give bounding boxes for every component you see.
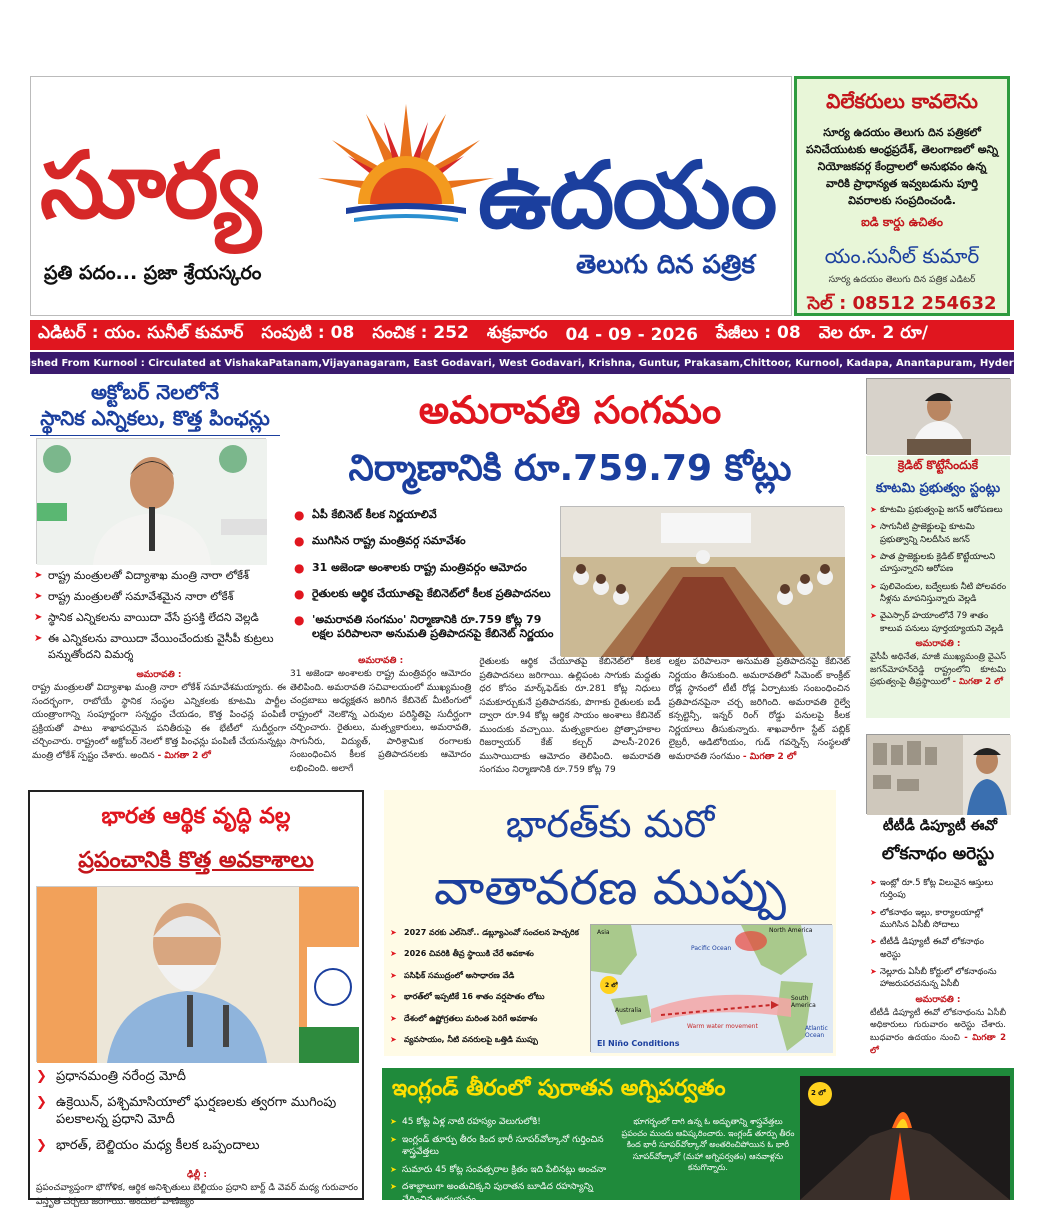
map-label-warm-water: Warm water movement — [687, 1023, 758, 1030]
lead-headline-2: నిర్మాణానికి రూ.759.79 కోట్లు — [348, 448, 792, 489]
dateline: అమరావతి : — [915, 638, 961, 649]
dateline: అమరావతి : — [136, 670, 182, 680]
bullet-arrow-icon: ➤ — [870, 907, 877, 917]
bullet-arrow-icon: ➤ — [870, 505, 877, 514]
continued-link[interactable]: - మిగతా 2 లో — [870, 1033, 1006, 1056]
lokanatham-story: ➤ ఇంట్లో రూ.5 కోట్ల విలువైన ఆస్తులు గుర్తింపు ➤ లోకనాథం ఇల్లు, కార్యాలయాల్లో ముగిసిన ఏసీబీ సోదాలు ➤ టీటీడీ డిప్యూటీ ఈవో లోకనాథం అరెస్టు ➤ నెల్లూరు ఏసీబీ కోర్టులో లోకనాథంను హాజరుపరచనున్న ఏసీబీ అమరావతి : టీటీడీ డిప్యూటీ ఈవో లోకనాథంను ఏసీబీ అధికారులు గురువారం అరెస్టు చేశారు. బుధవారం ఉదయం నుంచి - మిగతా 2 లో — [866, 872, 1010, 1058]
ad-title: విలేకరులు కావలెను — [826, 89, 978, 113]
bullet-arrow-icon: ➤ — [390, 1013, 397, 1023]
list-item: ● ఏపీ కేబినెట్ కీలక నిర్ణయాలివే — [294, 508, 437, 522]
list-item: ● 'అమరావతి సంగమం' నిర్మాణానికి రూ.759 కోట్ల 79 లక్షల పరిపాలనా అనుమతి ప్రతిపాదనపై కేబినెట్ నిర్ణయం — [294, 613, 554, 641]
volcano-body: భూగర్భంలో దాగి ఉన్న ఓ అద్భుతాన్ని శాస్త్రవేత్తలు ప్రపంచం ముందు ఆవిష్కరించారు. ఇంగ్లండ్ తూర్పు తీరం కింద భారీ సూపర్‌వోల్కానో అంతరించిపోయిన ఓ భారీ సూపర్‌వోల్కానో (మహా అగ్నిపర్వతం) ఆనవాళ్లను కనుగొన్నారు. — [621, 1117, 795, 1173]
list-item: ➤ వ్యవసాయం, నీటి వనరులపై ఒత్తిడి ముప్పు — [390, 1034, 538, 1044]
list-item: ➤ 2026 చివరికి తీవ్ర స్థాయికి చేరే అవకాశం — [390, 949, 534, 959]
list-item: ➤ 45 కోట్ల ఏళ్ల నాటి రహస్యం వెలుగులోకి! — [390, 1117, 541, 1127]
left-story-headline-2: స్థానిక ఎన్నికలు, కొత్త పింఛన్లు — [30, 406, 280, 436]
logo-right-text: ఉదయం — [478, 142, 776, 249]
bullet-arrow-icon: ➤ — [390, 1164, 397, 1174]
continued-link[interactable]: - మిగతా 2 లో — [952, 677, 1003, 688]
bullet-arrow-icon: ➤ — [870, 581, 877, 591]
ad-editor-name: యం.సునీల్ కుమార్ — [824, 244, 980, 269]
list-item: ❯ భారత్, బెల్జియం మధ్య కీలక ఒప్పందాలు — [36, 1137, 260, 1153]
ad-body: సూర్య ఉదయం తెలుగు దిన పత్రికలో పనిచేయుటకు ఆంధ్రప్రదేశ్, తెలంగాణలో అన్ని నియోజకవర్గ కేంద్రాలలో అనుభవం ఉన్న వారికి ప్రాధాన్యత ఇవ్వబడును పూర్తి వివరాలకు సంప్రదించండి. — [805, 126, 999, 208]
volcano-photo — [800, 1076, 1010, 1200]
circulation-bar: Published From Kurnool : Circulated at VishakaPatanam,Vijayanagaram, East Godavari, West Godavari, Krishna, Guntur, Prakasam,Chittoor, Kurnool, Kadapa, Anantapuram, Hyderabad — [30, 352, 1014, 374]
sunrise-logo-icon — [318, 104, 494, 234]
lokanatham-headline-2: లోకనాథం అరెస్టు — [881, 844, 995, 864]
list-item: ➤ రాష్ట్ర మంత్రులతో సమావేశమైన నారా లోకేశ్ — [34, 589, 234, 603]
map-label-pacific: Pacific Ocean — [691, 945, 732, 952]
volume-info: సంపుటి : 08 — [261, 323, 355, 343]
bullet-dot-icon: ● — [294, 613, 305, 628]
dateline: ఢిల్లీ : — [187, 1170, 207, 1180]
map-label-atlantic: Atlantic Ocean — [805, 1025, 828, 1039]
bullet-arrow-icon: ❯ — [36, 1137, 47, 1153]
bullet-dot-icon: ● — [294, 586, 305, 601]
list-item: ❯ ఉక్రెయిన్, పశ్చిమాసియాలో ఘర్షణలకు త్వరగా ముగింపు పలకాలన్న ప్రధాని మోదీ — [36, 1094, 337, 1128]
bullet-arrow-icon: ➤ — [390, 1134, 397, 1144]
jagan-headline-1: క్రెడిట్ కొట్టేసేందుకే — [897, 458, 979, 472]
list-item: ➤ ఈ ఎన్నికలను వాయిదా వేయించేందుకు వైసీపీ కుట్రలు పన్నుతోందని విమర్శ — [34, 631, 274, 661]
bullet-arrow-icon: ➤ — [390, 1034, 397, 1044]
date-info: 04 - 09 - 2026 — [565, 325, 698, 345]
list-item: ➤ పసిఫిక్ సముద్రంలో అసాధారణ వేడి — [390, 970, 515, 980]
jagan-headline-2: కూటమి ప్రభుత్వం స్టంట్లు — [875, 481, 1001, 496]
list-item: ➤ లోకనాథం ఇల్లు, కార్యాలయాల్లో ముగిసిన ఏసీబీ సోదాలు — [870, 907, 983, 930]
bullet-dot-icon: ● — [294, 560, 305, 575]
newspaper-subtitle: తెలుగు దిన పత్రిక — [576, 250, 755, 280]
bullet-arrow-icon: ➤ — [390, 928, 397, 937]
list-item: ● 31 అజెండా అంశాలకు రాష్ట్ర మంత్రివర్గం ఆమోదం — [294, 560, 527, 575]
bullet-arrow-icon: ➤ — [390, 1182, 397, 1192]
continued-link[interactable]: - మిగతా 2 లో — [742, 751, 797, 762]
bullet-arrow-icon: ➤ — [870, 966, 877, 976]
modi-headline-2: ప్రపంచానికి కొత్త అవకాశాలు — [78, 848, 314, 873]
bullet-arrow-icon: ❯ — [36, 1094, 47, 1110]
list-item: ➤ నెల్లూరు ఏసీబీ కోర్టులో లోకనాథంను హాజరుపరచనున్న ఏసీబీ — [870, 966, 997, 990]
list-item: ➤ 2027 వరకు ఎల్‌నినో.. డబ్ల్యూఎంవో సంచలన హెచ్చరిక — [390, 928, 579, 937]
bullet-arrow-icon: ➤ — [870, 522, 877, 532]
bullet-arrow-icon: ➤ — [870, 551, 877, 561]
bullet-arrow-icon: ➤ — [390, 1117, 397, 1126]
list-item: ❯ ప్రధానమంత్రి నరేంద్ర మోదీ — [36, 1069, 186, 1084]
jagan-story: క్రెడిట్ కొట్టేసేందుకే కూటమి ప్రభుత్వం స్టంట్లు ➤ కూటమి ప్రభుత్వంపై జగన్ ఆరోపణలు ➤ సాగునీటి ప్రాజెక్టులపై కూటమి ప్రభుత్వాన్ని నిలదీసిన జగన్ ➤ పాత ప్రాజెక్టులకు క్రెడిట్ కొట్టేయాలని చూస్తున్నారని ఆరోపణ ➤ పులివెందుల, బద్వేలుకు నీటి పోలవరం నీళ్లను మాపనిస్తున్నారు వెల్లడి ➤ వైఎస్సార్ హయాంలోనే 79 శాతం కాలువ పనులు పూర్తయ్యాయని వెల్లడి అమరావతి : వైసీపీ అధినేత, మాజీ ముఖ్యమంత్రి వైఎస్ జగన్‌మోహన్‌రెడ్డి రాష్ట్రంలోని కూటమి ప్రభుత్వంపై తీవ్రస్థాయిలో - మిగతా 2 లో — [866, 456, 1010, 718]
ad-phone: సెల్ : 08512 254632 — [807, 293, 997, 315]
list-item: ➤ పులివెందుల, బద్వేలుకు నీటి పోలవరం నీళ్లను మాపనిస్తున్నారు వెల్లడి — [870, 581, 1007, 604]
bullet-arrow-icon: ➤ — [34, 611, 43, 623]
volcano-page-badge: 2 లో — [811, 1089, 826, 1097]
bullet-arrow-icon: ➤ — [870, 878, 877, 887]
map-label-australia: Australia — [615, 1007, 642, 1014]
modi-headline-1: భారత ఆర్థిక వృద్ధి వల్ల — [101, 804, 291, 829]
list-item: ➤ భారత్‌లో ఇప్పటికే 16 శాతం వర్షపాతం లోటు — [390, 992, 545, 1002]
list-item: ➤ సుమారు 45 కోట్ల సంవత్సరాల క్రితం ఇది పేలినట్లు అంచనా — [390, 1164, 607, 1175]
climate-headline-1: భారత్‌కు మరో — [505, 802, 715, 846]
list-item: ➤ ఇంట్లో రూ.5 కోట్ల విలువైన ఆస్తులు గుర్తింపు — [870, 878, 994, 901]
lead-story-bullets — [294, 508, 556, 654]
dateline: అమరావతి : — [358, 656, 404, 666]
editor-info: ఎడిటర్ : యం. సునీల్ కుమార్ — [38, 323, 244, 343]
modi-photo — [36, 886, 358, 1062]
day-info: శుక్రవారం — [486, 323, 548, 343]
dateline: అమరావతి : — [915, 994, 961, 1005]
bullet-arrow-icon: ➤ — [390, 970, 397, 980]
bullet-arrow-icon: ➤ — [390, 992, 397, 1002]
lead-story-body: అమరావతి : 31 అజెండా అంశాలకు రాష్ట్ర మంత్రివర్గం ఆమోదం తెలిపింది. అమరావతి సచివాలయంలో ముఖ్యమంత్రి చంద్రబాబు అధ్యక్షతన జరిగిన కేబినెట్ మీటింగులో రాష్ట్రంలో నెలకొన్న ఎరువుల పరిస్థితిపై సుదీర్ఘంగా చర్చించారు. రైతులు, మత్స్యకారులు, అమరావతి, సాగునీరు, విద్యుత్, పారిశ్రామిక రంగాలకు సంబంధించిన కీలక ప్రతిపాదనలకు ఆమోదం లభించింది. అలాగే రైతులకు ఆర్థిక చేయూతపై కేబినెట్‌లో కీలక ప్రతిపాదనలు జరిగాయి. ఉల్లిపంట సాగుకు మద్దతు ధర కోసం మార్క్‌ఫెడ్‌కు రూ.281 కోట్ల నిధులు సమకూర్చుకునే ప్రతిపాదనకు, పొగాకు రైతులకు ఐడీ ద్వారా రూ.94 కోట్ల ఆర్థిక సాయం అంశాలు కేబినెట్ ముందుకు వచ్చాయి. మత్స్యకారుల ప్రోత్సాహకాల రిజర్వాయర్ కేజ్ కల్చర్ పాలసీ-2026 ముసాయిదాకు ఆమోదం తెలిపింది. అమరావతి సంగమం నిర్మాణానికి రూ.759 కోట్ల 79 లక్షల పరిపాలనా అనుమతి ప్రతిపాదనపై కేబినెట్ నిర్ణయం తీసుకుంది. అమరావతిలో సిమెంట్ కాంక్రీట్ రోడ్ల స్థానంలో టీటీ రోడ్ల ఏర్పాటుకు సంబంధించిన ప్రతిపాదనపైనా చర్చ జరిగింది. అమరావతి రైల్వే కన్సల్టెన్సీ, ఇన్నర్ రింగ్ రోడ్డు పనులపై కీలక నిర్ణయాలు తీసుకున్నారు. శాఖవారీగా స్టేట్ పబ్లిక్ లైబ్రరీ, ఆడిటోరియం, గుడ్ గవర్నెన్స్ సంస్థలతో అమరావతి సంగమం - మిగతా 2 లో — [290, 656, 850, 775]
bullet-arrow-icon: ➤ — [34, 570, 43, 581]
bullet-arrow-icon: ➤ — [870, 937, 877, 947]
list-item: ➤ టీటీడీ డిప్యూటీ ఈవో లోకనాథం అరెస్టు — [870, 937, 984, 960]
jagan-photo — [866, 378, 1010, 454]
ad-editor-role: సూర్య ఉదయం తెలుగు దిన పత్రిక ఎడిటర్ — [828, 275, 976, 286]
list-item: ➤ దేశంలో ఉష్ణోగ్రతలు మరింత పెరిగే అవకాశం — [390, 1013, 538, 1023]
left-story-body: అమరావతి : రాష్ట్ర మంత్రులతో విద్యాశాఖ మంత్రి నారా లోకేశ్ సమావేశమయ్యారు. ఈ సందర్భంగా, రాబోయే స్థానిక సంస్థల ఎన్నికలకు కూటమి పార్టీల యంత్రాంగాన్ని సంపూర్ణంగా సన్నద్ధం చేయడం, కొత్త పింఛన్ల పంపిణీ ప్రక్రియతో పాటు శాఖాపరమైన పనితీరుపై ఈ భేటీలో సుదీర్ఘంగా చర్చించారు. రాష్ట్రంలో అక్టోబర్ నెలలో కొత్త పింఛన్లు పంపిణీ చేయనున్నట్లు మంత్రి లోకేశ్ స్పష్టం చేశారు. అందిన - మిగతా 2 లో — [32, 670, 286, 761]
bullet-dot-icon: ● — [294, 534, 305, 549]
bullet-arrow-icon: ➤ — [34, 632, 43, 644]
pages-info: పేజీలు : 08 — [715, 323, 801, 343]
price-info: వెల రూ. 2 రూ/ — [818, 323, 928, 343]
volcano-bullets — [390, 1116, 616, 1212]
lokanatham-bullets — [866, 877, 1010, 991]
issue-info-bar — [30, 320, 1014, 350]
el-nino-map — [590, 924, 832, 1052]
map-caption: El Niño Conditions — [597, 1039, 680, 1048]
bullet-arrow-icon: ➤ — [34, 590, 43, 602]
reporters-wanted-ad — [794, 76, 1010, 316]
lokanatham-headline-1: టీటీడీ డిప్యూటీ ఈవో — [882, 818, 998, 834]
list-item: ➤ స్థానిక ఎన్నికలను వాయిదా వేసే ప్రసక్తి లేదని వెల్లడి — [34, 610, 259, 624]
bullet-dot-icon: ● — [294, 508, 305, 522]
jagan-bullets — [866, 504, 1010, 635]
bullet-arrow-icon: ❯ — [36, 1069, 47, 1084]
map-label-north-america: North America — [769, 927, 813, 934]
bullet-arrow-icon: ➤ — [390, 949, 397, 959]
volcano-headline: ఇంగ్లండ్ తీరంలో పురాతన అగ్నిపర్వతం — [392, 1076, 726, 1101]
list-item: ➤ ఇంగ్లండ్ తూర్పు తీరం కింద భారీ సూపర్‌వోల్కానో గుర్తించిన శాస్త్రవేత్తలు — [390, 1134, 604, 1158]
modi-story-body: ఢిల్లీ : ప్రపంచవ్యాప్తంగా భౌగోళిక, ఆర్థిక అనిశ్చితులు బెల్జియం ప్రధాని బార్ట్ డి వెవర్ మధ్య గురువారం విస్తృత చర్చలు జరిగాయి. అందులో వాణిజ్యం — [36, 1170, 358, 1207]
list-item: ● ముగిసిన రాష్ట్ర మంత్రివర్గ సమావేశం — [294, 534, 466, 549]
cabinet-meeting-photo — [560, 506, 844, 656]
left-story-bullets — [34, 568, 284, 668]
list-item: ● రైతులకు ఆర్థిక చేయూతపై కేబినెట్‌లో కీలక ప్రతిపాదనలు — [294, 586, 551, 601]
map-page-badge: 2 లో — [605, 982, 618, 989]
list-item: ➤ రాష్ట్ర మంత్రులతో విద్యాశాఖ మంత్రి నారా లోకేశ్ — [34, 569, 249, 582]
lokesh-photo — [36, 438, 266, 564]
map-label-asia: Asia — [597, 929, 610, 936]
list-item: ➤ దశాబ్దాలుగా అంతుచిక్కని పురాతన బూడిద రహస్యాన్ని చేధించిన అధ్యయనం — [390, 1182, 593, 1205]
lead-headline-1: అమరావతి సంగమం — [418, 388, 722, 432]
climate-bullets — [390, 928, 586, 1056]
list-item: ➤ వైఎస్సార్ హయాంలోనే 79 శాతం కాలువ పనులు పూర్తయ్యాయని వెల్లడి — [870, 611, 1004, 634]
continued-link[interactable]: - మిగతా 2 లో — [157, 750, 211, 761]
lokanatham-photo — [866, 734, 1010, 814]
bullet-arrow-icon: ➤ — [870, 611, 877, 621]
list-item: ➤ పాత ప్రాజెక్టులకు క్రెడిట్ కొట్టేయాలని చూస్తున్నారని ఆరోపణ — [870, 551, 996, 575]
map-label-south-america: South America — [791, 995, 816, 1009]
list-item: ➤ సాగునీటి ప్రాజెక్టులపై కూటమి ప్రభుత్వాన్ని నిలదీసిన జగన్ — [870, 522, 975, 545]
ad-id-card: ఐడి కార్డు ఉచితం — [861, 215, 943, 230]
climate-headline-2: వాతావరణ ముప్పు — [434, 860, 786, 916]
logo-left-text: సూర్య — [40, 132, 259, 239]
tagline: ప్రతి పదం... ప్రజా శ్రేయస్కరం — [44, 262, 262, 284]
modi-bullets — [36, 1068, 360, 1162]
issue-info: సంచిక : 252 — [372, 323, 469, 343]
list-item: ➤ కూటమి ప్రభుత్వంపై జగన్ ఆరోపణలు — [870, 505, 1003, 515]
left-story-headline-1: అక్టోబర్ నెలలోనే — [90, 380, 220, 404]
